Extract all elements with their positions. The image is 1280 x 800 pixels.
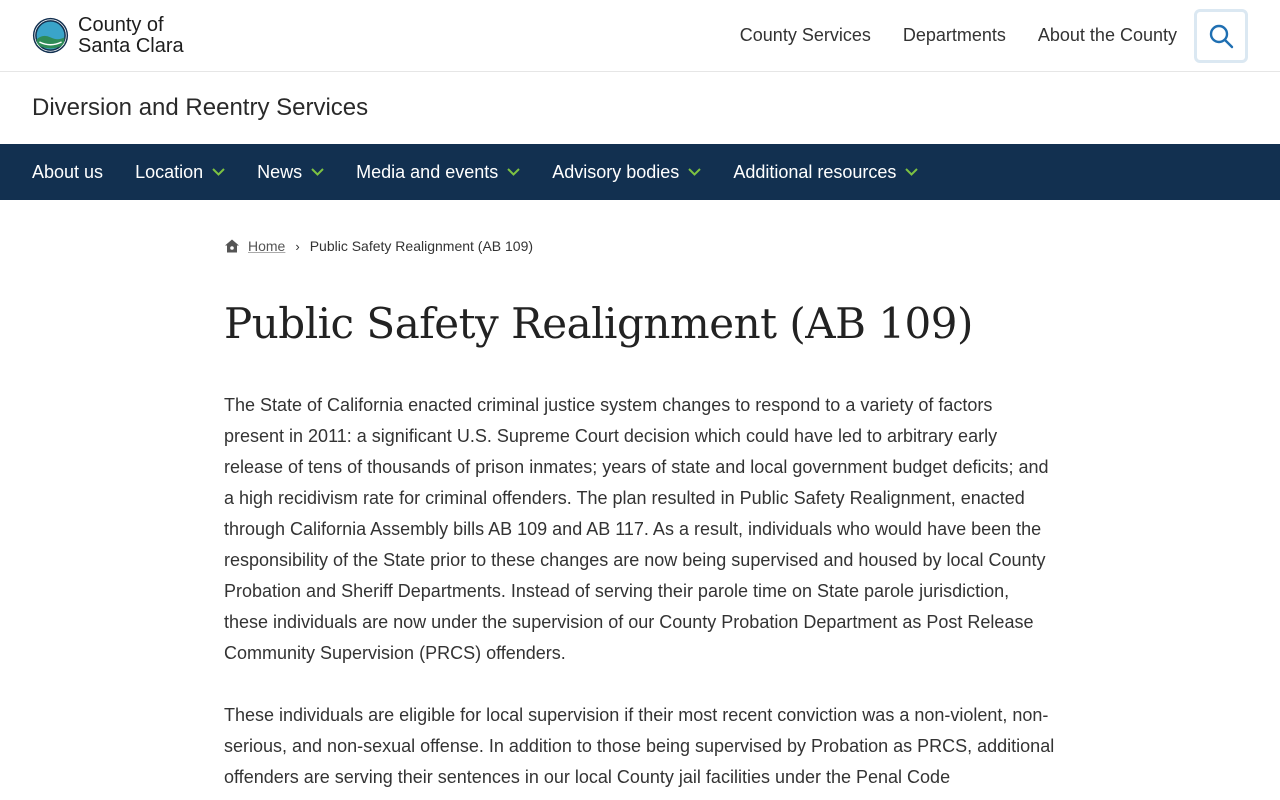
nav-label: Additional resources [733, 161, 897, 182]
chevron-down-icon [905, 168, 918, 176]
main-nav [0, 144, 1280, 200]
page-title: Public Safety Realignment (AB 109) [224, 299, 973, 348]
nav-news[interactable] [257, 162, 324, 183]
county-logo[interactable] [32, 15, 184, 57]
breadcrumb-separator-icon: › [295, 238, 300, 254]
chevron-down-icon [688, 168, 701, 176]
nav-departments[interactable]: Departments [902, 25, 1006, 45]
nav-label: News [257, 161, 303, 182]
nav-about-the-county[interactable]: About the County [1037, 25, 1177, 45]
nav-label: Location [135, 161, 204, 182]
breadcrumb-home-link[interactable]: Home [248, 238, 286, 254]
nav-location[interactable] [135, 162, 225, 183]
nav-label: Media and events [356, 161, 499, 182]
home-icon [224, 238, 240, 254]
search-button[interactable] [1194, 9, 1248, 63]
search-icon [1208, 23, 1234, 49]
site-title-bar [0, 72, 1280, 144]
county-name [78, 15, 184, 57]
breadcrumb-current: Public Safety Realignment (AB 109) [309, 238, 534, 254]
nav-media-and-events[interactable] [356, 162, 520, 183]
nav-about-us[interactable] [32, 162, 103, 183]
utility-nav [740, 25, 1177, 46]
nav-label: Advisory bodies [552, 161, 680, 182]
chevron-down-icon [212, 168, 225, 176]
header-right [740, 9, 1248, 63]
body-paragraph: The State of California enacted criminal justice system changes to respond to a variety of factors present in 2011: a significant U.S. Supreme Court decision which could have led to arbitrary early release of tens of thousands of prison inmates; years of state and local government budget deficits; and a high recidivism rate for criminal offenders. The plan resulted in Public Safety Realignment, enacted through California Assembly bills AB 109 and AB 117. As a result, individuals who would have been the responsibility of the State prior to these changes are now being supervised and housed by local County Probation and Sheriff Departments. Instead of serving their parole time on State parole jurisdiction, these individuals are now under the supervision of our County Probation Department as Post Release Community Supervision (PRCS) offenders. [224, 395, 1049, 663]
county-seal-icon [32, 17, 69, 54]
breadcrumb [224, 238, 1056, 254]
chevron-down-icon [507, 168, 520, 176]
chevron-down-icon [311, 168, 324, 176]
nav-county-services[interactable]: County Services [739, 25, 871, 45]
nav-label: About us [32, 161, 104, 182]
nav-advisory-bodies[interactable] [552, 162, 701, 183]
main-content [224, 238, 1056, 793]
brand-line-2: Santa Clara [78, 34, 184, 57]
site-title[interactable]: Diversion and Reentry Services [32, 94, 369, 121]
nav-additional-resources[interactable] [733, 162, 918, 183]
body-paragraph: These individuals are eligible for local supervision if their most recent conviction was a non-violent, non-serious, and non-sexual offense. In addition to those being supervised by Probation as PRCS, additional offenders are serving their sentences in our local County jail facilities under the Penal Code [224, 705, 1055, 787]
global-header [0, 0, 1280, 72]
brand-line-1: County of [78, 13, 164, 36]
